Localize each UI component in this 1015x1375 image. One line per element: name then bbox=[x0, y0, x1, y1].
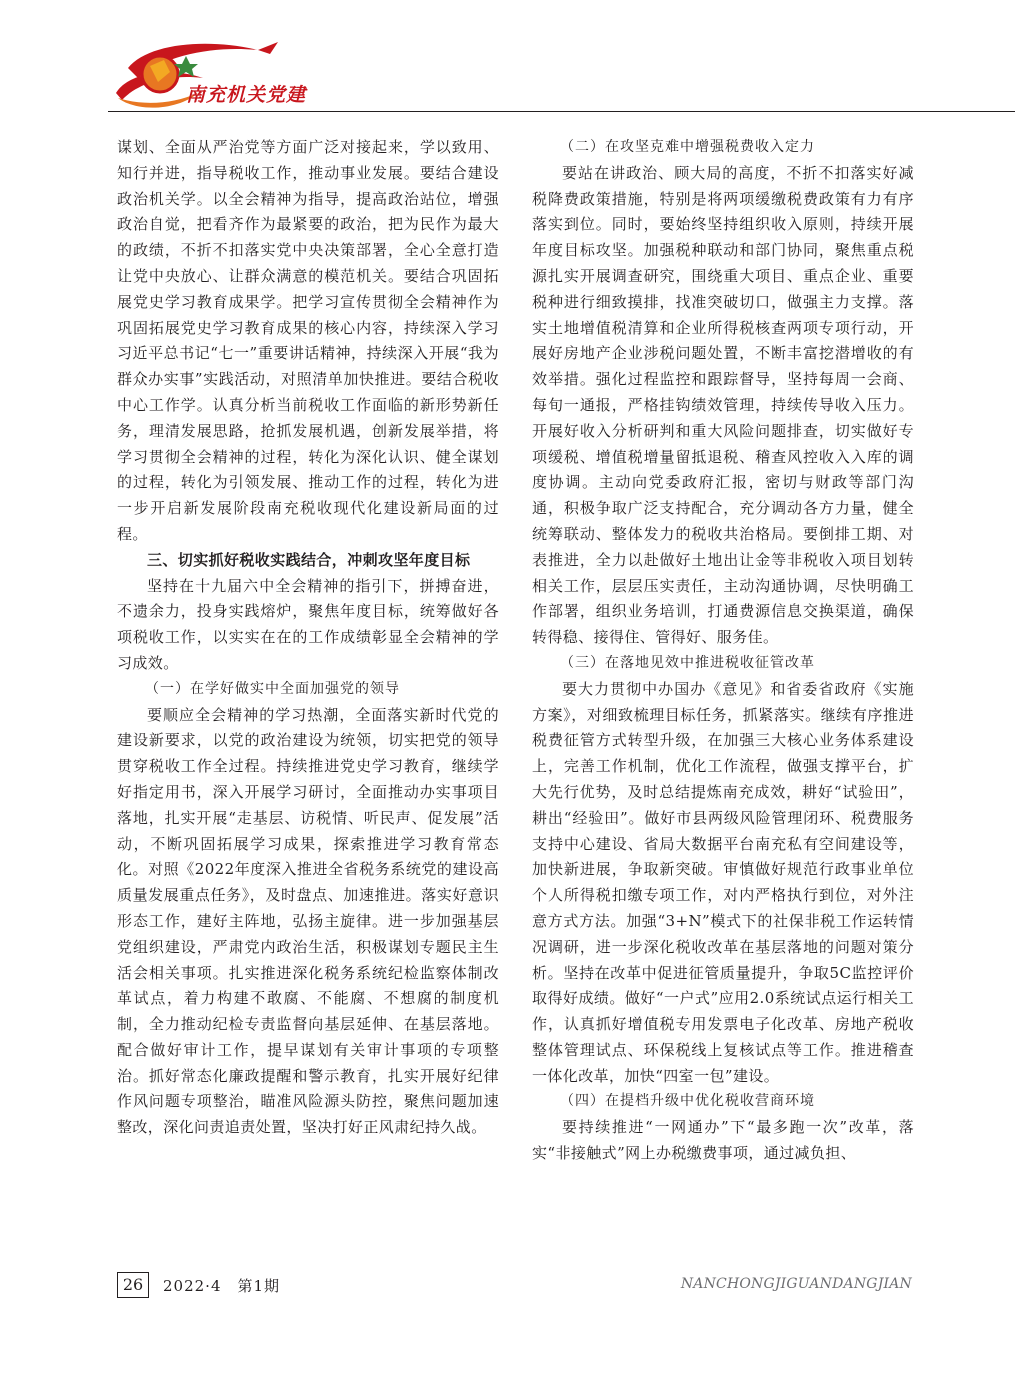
subsection-heading: （一）在学好做实中全面加强党的领导 bbox=[145, 680, 400, 697]
subsection-heading: （二）在攻坚克难中增强税费收入定力 bbox=[560, 139, 815, 155]
page-number: 26 bbox=[117, 1272, 149, 1298]
left-column bbox=[117, 135, 499, 1141]
section-heading: 三、切实抓好税收实践结合，冲刺攻坚年度目标 bbox=[147, 550, 471, 569]
magazine-name-en: NANCHONGJIGUANDANGJIAN bbox=[680, 1276, 912, 1292]
subsection-heading: （四）在提档升级中优化税收营商环境 bbox=[560, 1093, 815, 1110]
right-column bbox=[532, 135, 914, 1167]
paragraph: 要持续推进“一网通办”下“最多跑一次”改革，落实“非接触式”网上办税缴费事项，通过减负担、 bbox=[532, 1118, 914, 1163]
paragraph: 坚持在十九届六中全会精神的指引下，拼搏奋进，不遗余力，投身实践熔炉，聚焦年度目标，统筹做好各项税收工作，以实实在在的工作成绩彰显全会精神的学习成效。 bbox=[117, 576, 499, 672]
magazine-name: 南充机关党建 bbox=[186, 84, 307, 106]
paragraph: 要顺应全会精神的学习热潮，全面落实新时代党的建设新要求，以党的政治建设为统领，切实把党的领导贯穿税收工作全过程。持续推进党史学习教育，继续学好指定用书，深入开展学习研讨，全面推动办实事项目落地，扎实开展“走基层、访税情、听民声、促发展”活动，不断巩固拓展学习成果，探索推进学习教育常态化。对照《2022年度深入推进全省税务系统党的建设高质量发展重点任务》，及时盘点、加速推进。落实好意识形态工作，建好主阵地，弘扬主旋律。进一步加强基层党组织建设，严肃党内政治生活，积极谋划专题民主生活会相关事项。扎实推进深化税务系统纪检监察体制改革试点，着力构建不敢腐、不能腐、不想腐的制度机制，全力推动纪检专责监督向基层延伸、在基层落地。配合做好审计工作，提早谋划有关审计事项的专项整治。抓好常态化廉政提醒和警示教育，扎实开展好纪律作风问题专项整治，瞄准风险源头防控，聚焦问题加速整改，深化问责追责处置，坚决打好正风肃纪持久战。 bbox=[117, 705, 499, 1137]
paragraph: 要大力贯彻中办国办《意见》和省委省政府《实施方案》，对细致梳理目标任务，抓紧落实。继续有序推进税费征管方式转型升级，在加强三大核心业务体系建设上，完善工作机制，优化工作流程，做强支撑平台，扩大先行优势，及时总结提炼南充成效，耕好“试验田”，耕出“经验田”。做好市县两级风险管理闭环、税费服务支持中心建设、省局大数据平台南充私有空间建设等，加快新进展，争取新突破。审慎做好规范行政事业单位个人所得税扣缴专项工作，对内严格执行到位，对外注意方式方法。加强“3+N”模式下的社保非税工作运转情况调研，进一步深化税收改革在基层落地的问题对策分析。坚持在改革中促进征管质量提升，争取5C监控评价取得好成绩。做好“一户式”应用2.0系统试点运行相关工作，认真抓好增值税专用发票电子化改革、房地产税收整体管理试点、环保税线上复核试点等工作。推进稽查一体化改革，加快“四室一包”建设。 bbox=[532, 679, 914, 1085]
page-footer bbox=[117, 1272, 1015, 1302]
paragraph: 要站在讲政治、顾大局的高度，不折不扣落实好减税降费政策措施，特别是将两项缓缴税费政策有力有序落实到位。同时，要始终坚持组织收入原则，持续开展年度目标攻坚。加强税种联动和部门协同，聚焦重点税源扎实开展调查研究，围绕重大项目、重点企业、重要税种进行细致摸排，找准突破切口，做强主力支撑。落实土地增值税清算和企业所得税核查两项专项行动，开展好房地产企业涉税问题处置，不断丰富挖潜增收的有效举措。强化过程监控和跟踪督导，坚持每周一会商、每旬一通报，严格挂钩绩效管理，持续传导收入压力。开展好收入分析研判和重大风险问题排查，切实做好专项缓税、增值税增量留抵退税、稽查风控收入入库的调度协调。主动向党委政府汇报，密切与财政等部门沟通，积极争取广泛支持配合，充分调动各方力量，健全统筹联动、整体发力的税收共治格局。要倒排工期、对表推进，全力以赴做好土地出让金等非税收入项目划转相关工作，层层压实责任，主动沟通协调，尽快明确工作部署，组织业务培训，打通费源信息交换渠道，确保转得稳、接得住、管得好、服务佳。 bbox=[532, 163, 914, 647]
paragraph: 谋划、全面从严治党等方面广泛对接起来，学以致用、知行并进，指导税收工作，推动事业发展。要结合建设政治机关学。以全会精神为指导，提高政治站位，增强政治自觉，把看齐作为最紧要的政治，把为民作为最大的政绩，不折不扣落实党中央决策部署，全心全意打造让党中央放心、让群众满意的模范机关。要结合巩固拓展党史学习教育成果学。把学习宣传贯彻全会精神作为巩固拓展党史学习教育成果的核心内容，持续深入学习习近平总书记“七一”重要讲话精神，持续深入开展“我为群众办实事”实践活动，对照清单加快推进。要结合税收中心工作学。认真分析当前税收工作面临的新形势新任务，理清发展思路，抢抓发展机遇，创新发展举措，将学习贯彻全会精神的过程，转化为深化认识、健全谋划的过程，转化为引领发展、推动工作的过程，转化为进一步开启新发展阶段南充税收现代化建设新局面的过程。 bbox=[117, 138, 499, 543]
subsection-heading: （三）在落地见效中推进税收征管改革 bbox=[560, 654, 815, 671]
issue-label: 2022·4 第1期 bbox=[163, 1277, 281, 1295]
header-rule bbox=[108, 111, 1015, 112]
